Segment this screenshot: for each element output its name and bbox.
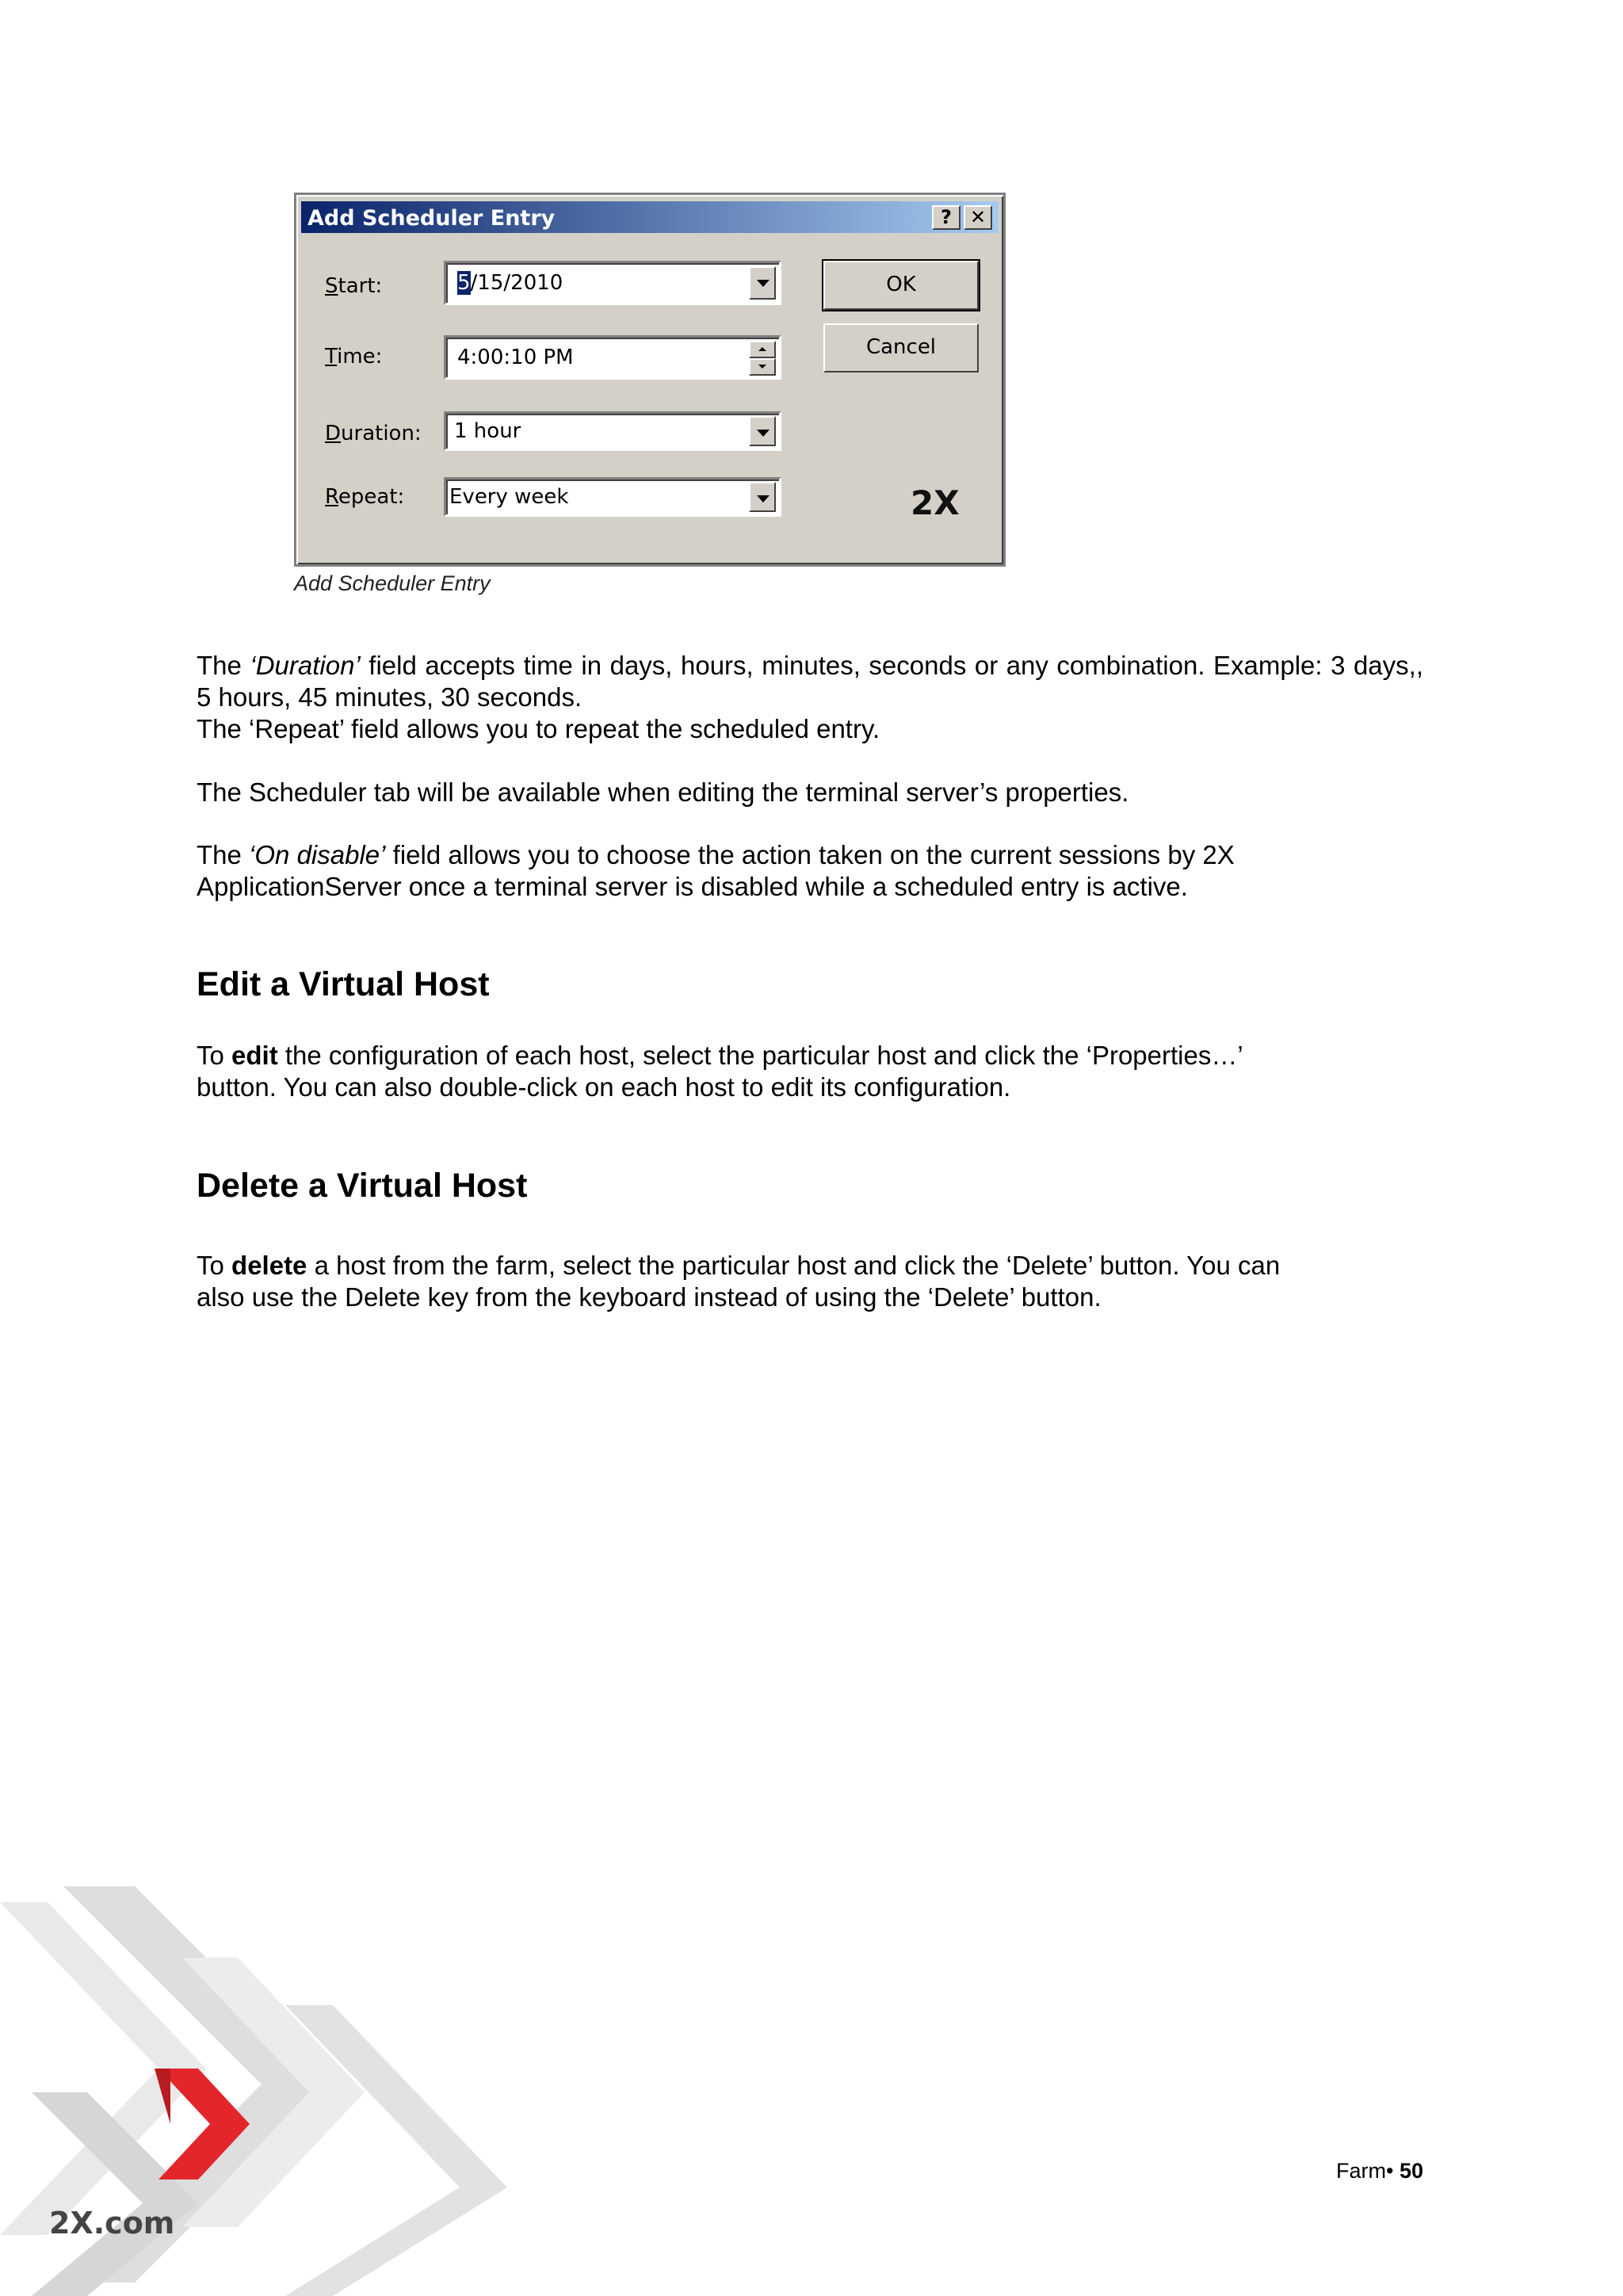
help-icon: ? xyxy=(941,206,952,228)
close-button[interactable] xyxy=(964,205,992,230)
chevron-down-icon[interactable] xyxy=(749,416,776,446)
time-label: Time: xyxy=(325,345,383,369)
footer-bullet: • xyxy=(1386,2159,1394,2183)
on-disable-paragraph: The ‘On disable’ field allows you to choose the action taken on the current sessions by 2X ApplicationServer once a terminal server is disabled while a scheduled entry is active. xyxy=(197,840,1235,901)
start-label: Start: xyxy=(325,274,383,298)
chevron-down-icon[interactable] xyxy=(749,482,776,512)
scheduler-tab-paragraph: The Scheduler tab will be available when editing the terminal server’s properties. xyxy=(197,777,1129,807)
delete-virtual-host-heading: Delete a Virtual Host xyxy=(197,1167,528,1205)
dialog-title: Add Scheduler Entry xyxy=(307,206,556,231)
2x-logo xyxy=(911,484,982,521)
delete-paragraph: To delete a host from the farm, select the particular host and click the ‘Delete’ button. You can also use the Delete key from the keyboard instead of using the ‘Delete’ button. xyxy=(197,1251,1281,1312)
repeat-value: Every week xyxy=(449,485,569,509)
duration-value: 1 hour xyxy=(454,419,521,443)
figure-caption: Add Scheduler Entry xyxy=(294,571,491,595)
time-stepper[interactable] xyxy=(749,341,776,376)
start-date-field[interactable] xyxy=(444,261,781,305)
repeat-label: Repeat: xyxy=(325,485,405,509)
page-footer xyxy=(1336,2159,1423,2183)
edit-paragraph: To edit the configuration of each host, select the particular host and click the ‘Properties…’ button. You can also double-click on each host to edit its configuration. xyxy=(197,1041,1243,1102)
close-icon: ✕ xyxy=(969,206,987,228)
time-value: 4:00:10 PM xyxy=(457,346,574,369)
duration-select[interactable] xyxy=(444,411,781,451)
cancel-button[interactable]: Cancel xyxy=(823,323,979,372)
duration-paragraph: The ‘Duration’ field accepts time in days, hours, minutes, seconds or any combination. Example: 3 days,, 5 hours, 45 minutes, 30 seconds. xyxy=(197,651,1423,712)
duration-label: Duration: xyxy=(325,422,422,445)
ok-button[interactable]: OK xyxy=(823,261,979,310)
site-logo: 2X.com xyxy=(49,2206,175,2241)
spin-up-icon[interactable] xyxy=(749,341,776,358)
repeat-select[interactable] xyxy=(444,477,781,517)
edit-virtual-host-heading: Edit a Virtual Host xyxy=(197,965,490,1003)
spin-down-icon[interactable] xyxy=(749,358,776,376)
page-number: 50 xyxy=(1399,2159,1424,2183)
add-scheduler-entry-dialog xyxy=(294,193,1006,567)
repeat-paragraph: The ‘Repeat’ field allows you to repeat the scheduled entry. xyxy=(197,714,880,743)
time-field[interactable] xyxy=(444,335,781,380)
footer-section: Farm xyxy=(1336,2159,1386,2183)
dialog-titlebar xyxy=(301,201,999,233)
start-date-value: 5/15/2010 xyxy=(457,271,563,295)
help-button[interactable] xyxy=(932,205,960,230)
chevron-down-icon[interactable] xyxy=(749,266,776,300)
2x-logo-text: 2X xyxy=(911,484,960,521)
